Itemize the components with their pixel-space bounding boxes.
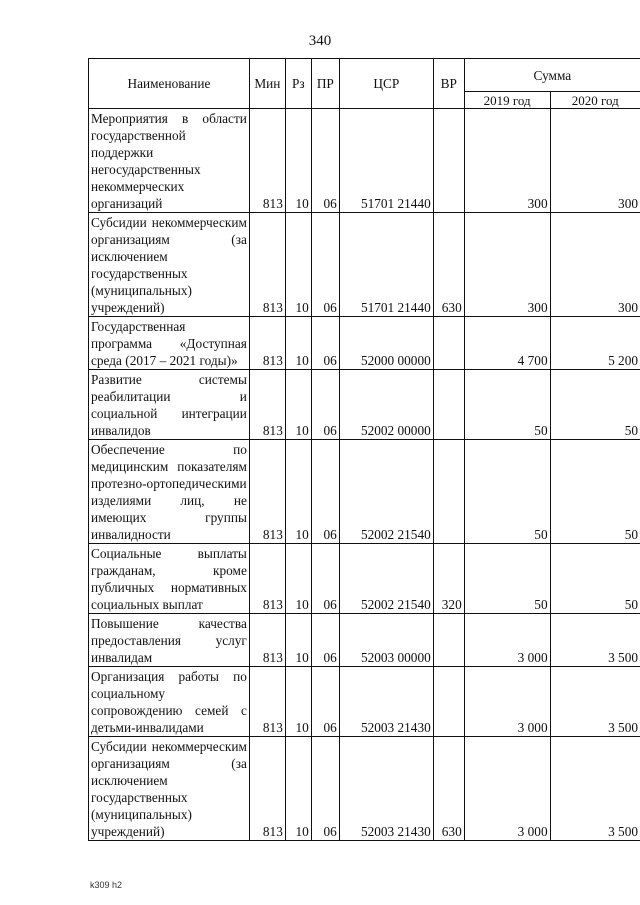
- table-row: [89, 440, 640, 544]
- row-name: Обеспечение по медицинским показателям протезно-ортопедическими изделиями лиц, не имеющих группы инвалидности: [89, 440, 250, 544]
- row-rz: 10: [285, 667, 311, 737]
- row-vr: [433, 109, 464, 213]
- table-row: [89, 317, 640, 370]
- row-pr: 06: [311, 370, 339, 440]
- row-name: Организация работы по социальному сопровождению семей с детьми-инвалидами: [89, 667, 250, 737]
- row-name: Субсидии некоммерческим организациям (за исключением государственных (муниципальных) учреждений): [89, 213, 250, 317]
- row-min: 813: [249, 614, 285, 667]
- row-pr: 06: [311, 213, 339, 317]
- row-rz: 10: [285, 440, 311, 544]
- row-csr: 51701 21440: [339, 109, 433, 213]
- row-2020: 50: [550, 370, 640, 440]
- row-rz: 10: [285, 614, 311, 667]
- row-csr: 52003 00000: [339, 614, 433, 667]
- document-code: k309 h2: [90, 880, 123, 890]
- row-2020: 3 500: [550, 737, 640, 841]
- row-vr: [433, 614, 464, 667]
- col-header-csr: ЦСР: [339, 59, 433, 109]
- row-2020: 50: [550, 544, 640, 614]
- row-pr: 06: [311, 667, 339, 737]
- row-2019: 50: [464, 370, 550, 440]
- row-min: 813: [249, 544, 285, 614]
- col-header-sum: Сумма: [464, 59, 640, 92]
- row-2019: 50: [464, 544, 550, 614]
- row-min: 813: [249, 737, 285, 841]
- row-rz: 10: [285, 213, 311, 317]
- row-rz: 10: [285, 544, 311, 614]
- row-vr: [433, 317, 464, 370]
- col-header-name: Наименование: [89, 59, 250, 109]
- table-row: [89, 737, 640, 841]
- col-header-vr: ВР: [433, 59, 464, 109]
- row-rz: 10: [285, 317, 311, 370]
- row-vr: [433, 370, 464, 440]
- table-row: [89, 667, 640, 737]
- row-name: Государственная программа «Доступная среда (2017 – 2021 годы)»: [89, 317, 250, 370]
- row-vr: 320: [433, 544, 464, 614]
- row-rz: 10: [285, 370, 311, 440]
- row-vr: 630: [433, 213, 464, 317]
- row-2020: 50: [550, 440, 640, 544]
- row-csr: 52000 00000: [339, 317, 433, 370]
- row-csr: 52002 21540: [339, 440, 433, 544]
- row-csr: 51701 21440: [339, 213, 433, 317]
- page-number: 340: [308, 33, 332, 49]
- row-csr: 52002 00000: [339, 370, 433, 440]
- row-pr: 06: [311, 317, 339, 370]
- row-2019: 3 000: [464, 667, 550, 737]
- row-2019: 300: [464, 213, 550, 317]
- table-row: [89, 109, 640, 213]
- row-pr: 06: [311, 440, 339, 544]
- row-2020: 3 500: [550, 667, 640, 737]
- row-vr: [433, 440, 464, 544]
- row-pr: 06: [311, 544, 339, 614]
- row-2020: 300: [550, 213, 640, 317]
- row-min: 813: [249, 440, 285, 544]
- row-name: Субсидии некоммерческим организациям (за исключением государственных (муниципальных) учреждений): [89, 737, 250, 841]
- row-name: Мероприятия в области государственной поддержки негосударственных некоммерческих организаций: [89, 109, 250, 213]
- row-min: 813: [249, 667, 285, 737]
- table-row: [89, 370, 640, 440]
- row-2019: 50: [464, 440, 550, 544]
- row-2020: 3 500: [550, 614, 640, 667]
- table-row: [89, 213, 640, 317]
- col-header-2020: 2020 год: [550, 92, 640, 109]
- row-rz: 10: [285, 737, 311, 841]
- row-min: 813: [249, 109, 285, 213]
- row-vr: 630: [433, 737, 464, 841]
- row-2019: 300: [464, 109, 550, 213]
- row-name: Развитие системы реабилитации и социальной интеграции инвалидов: [89, 370, 250, 440]
- table-row: [89, 614, 640, 667]
- row-2019: 3 000: [464, 737, 550, 841]
- row-2020: 5 200: [550, 317, 640, 370]
- col-header-min: Мин: [249, 59, 285, 109]
- col-header-rz: Рз: [285, 59, 311, 109]
- row-vr: [433, 667, 464, 737]
- row-name: Социальные выплаты гражданам, кроме публичных нормативных социальных выплат: [89, 544, 250, 614]
- row-name: Повышение качества предоставления услуг инвалидам: [89, 614, 250, 667]
- row-csr: 52003 21430: [339, 737, 433, 841]
- row-2019: 3 000: [464, 614, 550, 667]
- table-row: [89, 544, 640, 614]
- header-row: [89, 59, 640, 92]
- budget-table: [88, 58, 640, 841]
- row-csr: 52003 21430: [339, 667, 433, 737]
- row-rz: 10: [285, 109, 311, 213]
- row-pr: 06: [311, 737, 339, 841]
- col-header-pr: ПР: [311, 59, 339, 109]
- row-csr: 52002 21540: [339, 544, 433, 614]
- row-min: 813: [249, 370, 285, 440]
- row-pr: 06: [311, 109, 339, 213]
- row-min: 813: [249, 317, 285, 370]
- row-2019: 4 700: [464, 317, 550, 370]
- col-header-2019: 2019 год: [464, 92, 550, 109]
- row-2020: 300: [550, 109, 640, 213]
- row-pr: 06: [311, 614, 339, 667]
- row-min: 813: [249, 213, 285, 317]
